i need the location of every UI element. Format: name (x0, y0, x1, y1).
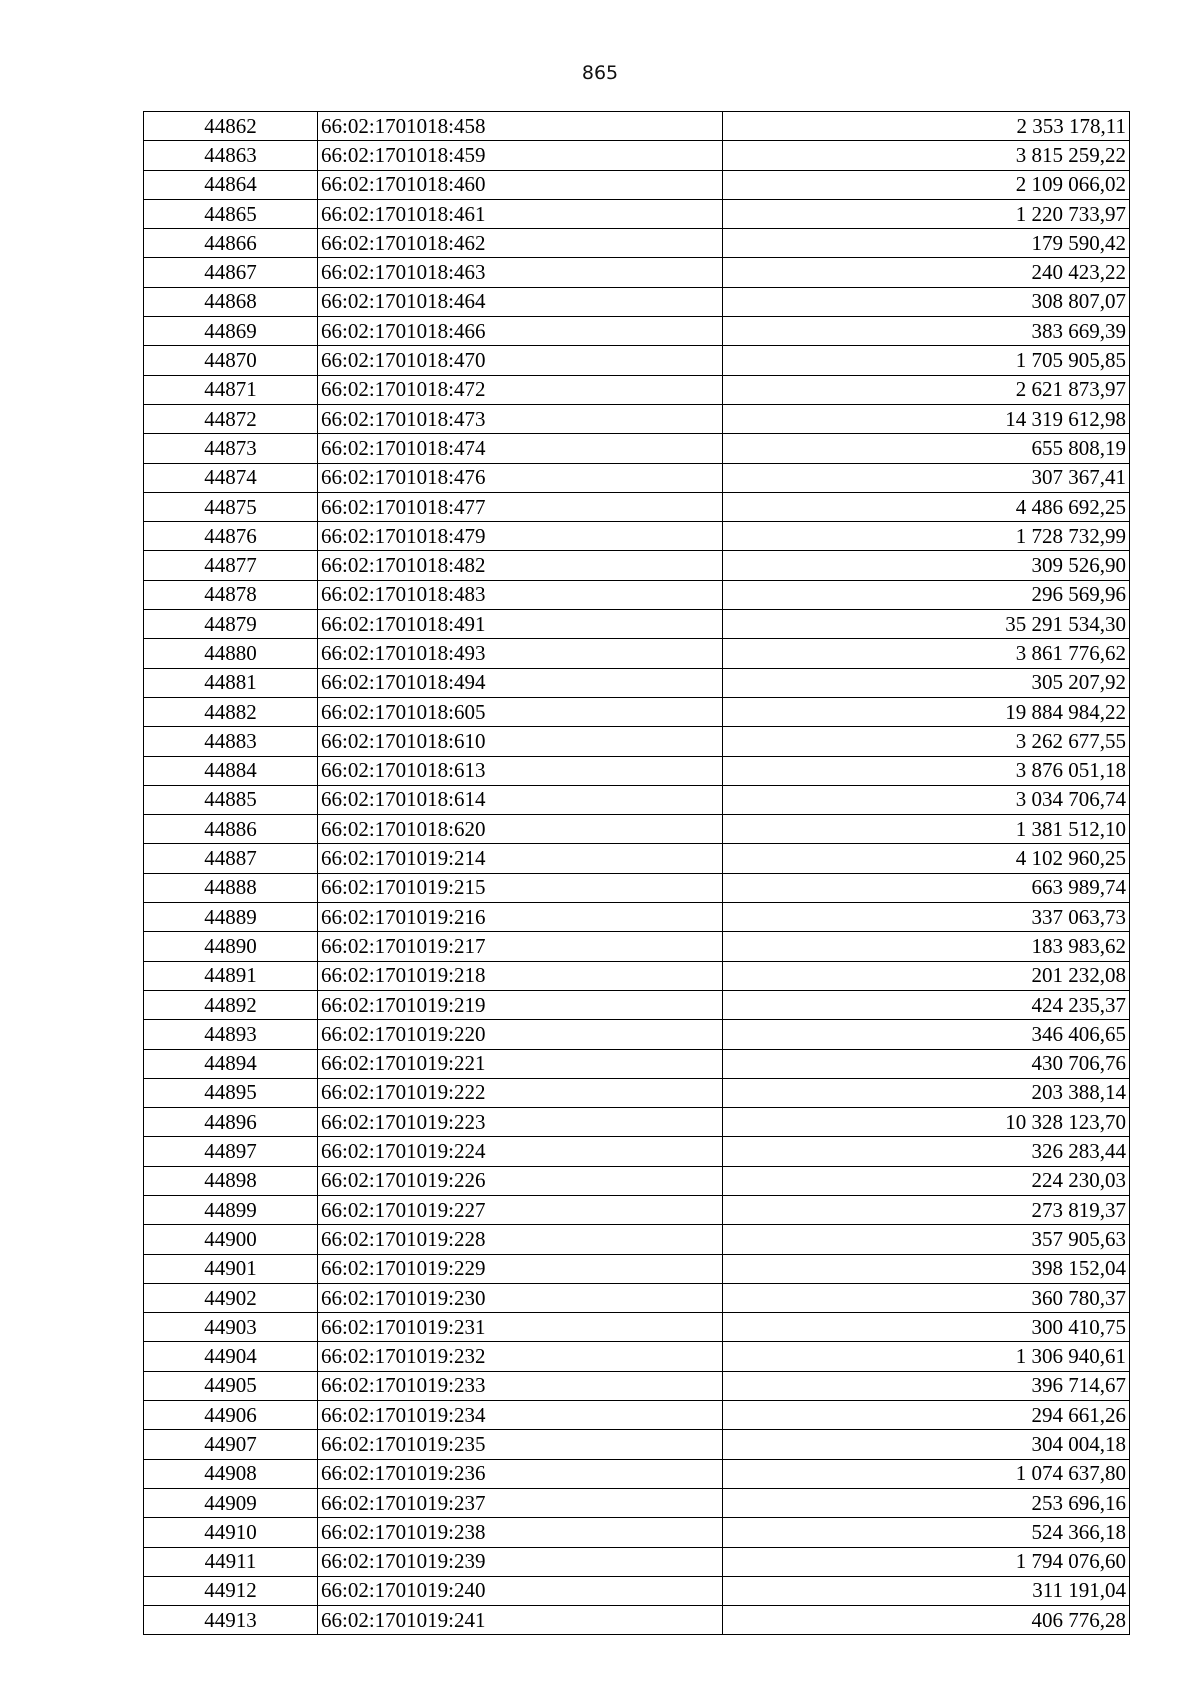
row-number-cell: 44896 (144, 1108, 318, 1137)
cadastral-number-cell: 66:02:1701019:241 (318, 1606, 723, 1635)
cadastral-value-table (143, 111, 1130, 1635)
table-row (144, 1488, 1130, 1517)
cadastral-number-cell: 66:02:1701019:234 (318, 1401, 723, 1430)
cadastral-value-cell: 1 220 733,97 (723, 199, 1130, 228)
cadastral-value-cell: 19 884 984,22 (723, 697, 1130, 726)
row-number-cell: 44906 (144, 1401, 318, 1430)
cadastral-value-cell: 360 780,37 (723, 1283, 1130, 1312)
page-number: 865 (581, 62, 619, 84)
cadastral-number-cell: 66:02:1701019:230 (318, 1283, 723, 1312)
table-row (144, 199, 1130, 228)
cadastral-value-cell: 3 876 051,18 (723, 756, 1130, 785)
cadastral-value-cell: 398 152,04 (723, 1254, 1130, 1283)
cadastral-number-cell: 66:02:1701018:460 (318, 170, 723, 199)
table-row (144, 1254, 1130, 1283)
cadastral-value-cell: 224 230,03 (723, 1166, 1130, 1195)
cadastral-value-cell: 4 102 960,25 (723, 844, 1130, 873)
row-number-cell: 44881 (144, 668, 318, 697)
table-row (144, 551, 1130, 580)
row-number-cell: 44883 (144, 727, 318, 756)
cadastral-value-cell: 4 486 692,25 (723, 492, 1130, 521)
row-number-cell: 44880 (144, 639, 318, 668)
row-number-cell: 44877 (144, 551, 318, 580)
table-row (144, 1195, 1130, 1224)
cadastral-number-cell: 66:02:1701019:216 (318, 903, 723, 932)
cadastral-number-cell: 66:02:1701019:228 (318, 1225, 723, 1254)
cadastral-value-cell: 3 861 776,62 (723, 639, 1130, 668)
row-number-cell: 44879 (144, 610, 318, 639)
cadastral-value-cell: 35 291 534,30 (723, 610, 1130, 639)
row-number-cell: 44908 (144, 1459, 318, 1488)
table-row (144, 873, 1130, 902)
row-number-cell: 44904 (144, 1342, 318, 1371)
cadastral-number-cell: 66:02:1701019:214 (318, 844, 723, 873)
row-number-cell: 44902 (144, 1283, 318, 1312)
cadastral-value-cell: 406 776,28 (723, 1606, 1130, 1635)
row-number-cell: 44894 (144, 1049, 318, 1078)
row-number-cell: 44884 (144, 756, 318, 785)
cadastral-value-cell: 273 819,37 (723, 1195, 1130, 1224)
row-number-cell: 44890 (144, 932, 318, 961)
cadastral-number-cell: 66:02:1701019:222 (318, 1078, 723, 1107)
table-row (144, 903, 1130, 932)
cadastral-value-cell: 300 410,75 (723, 1313, 1130, 1342)
cadastral-value-cell: 655 808,19 (723, 434, 1130, 463)
cadastral-number-cell: 66:02:1701018:459 (318, 141, 723, 170)
cadastral-number-cell: 66:02:1701018:476 (318, 463, 723, 492)
cadastral-value-cell: 1 794 076,60 (723, 1547, 1130, 1576)
cadastral-number-cell: 66:02:1701018:493 (318, 639, 723, 668)
cadastral-number-cell: 66:02:1701018:605 (318, 697, 723, 726)
row-number-cell: 44888 (144, 873, 318, 902)
row-number-cell: 44874 (144, 463, 318, 492)
cadastral-number-cell: 66:02:1701019:217 (318, 932, 723, 961)
table-row (144, 610, 1130, 639)
table-row (144, 375, 1130, 404)
cadastral-number-cell: 66:02:1701018:477 (318, 492, 723, 521)
table-row (144, 1342, 1130, 1371)
cadastral-value-cell: 1 728 732,99 (723, 522, 1130, 551)
table-body (144, 112, 1130, 1635)
cadastral-value-cell: 2 109 066,02 (723, 170, 1130, 199)
table-row (144, 1459, 1130, 1488)
table-row (144, 463, 1130, 492)
cadastral-number-cell: 66:02:1701019:238 (318, 1518, 723, 1547)
row-number-cell: 44875 (144, 492, 318, 521)
cadastral-value-cell: 346 406,65 (723, 1020, 1130, 1049)
table-row (144, 844, 1130, 873)
cadastral-value-cell: 294 661,26 (723, 1401, 1130, 1430)
table-row (144, 1371, 1130, 1400)
row-number-cell: 44893 (144, 1020, 318, 1049)
table-row (144, 346, 1130, 375)
row-number-cell: 44911 (144, 1547, 318, 1576)
row-number-cell: 44891 (144, 961, 318, 990)
cadastral-value-cell: 337 063,73 (723, 903, 1130, 932)
table-row (144, 932, 1130, 961)
row-number-cell: 44871 (144, 375, 318, 404)
row-number-cell: 44862 (144, 112, 318, 141)
cadastral-number-cell: 66:02:1701018:483 (318, 580, 723, 609)
row-number-cell: 44895 (144, 1078, 318, 1107)
cadastral-number-cell: 66:02:1701019:231 (318, 1313, 723, 1342)
cadastral-number-cell: 66:02:1701018:494 (318, 668, 723, 697)
cadastral-number-cell: 66:02:1701018:482 (318, 551, 723, 580)
table-row (144, 1606, 1130, 1635)
cadastral-value-cell: 305 207,92 (723, 668, 1130, 697)
row-number-cell: 44870 (144, 346, 318, 375)
cadastral-number-cell: 66:02:1701018:461 (318, 199, 723, 228)
row-number-cell: 44901 (144, 1254, 318, 1283)
cadastral-value-cell: 357 905,63 (723, 1225, 1130, 1254)
cadastral-value-cell: 383 669,39 (723, 317, 1130, 346)
cadastral-value-cell: 296 569,96 (723, 580, 1130, 609)
cadastral-number-cell: 66:02:1701019:221 (318, 1049, 723, 1078)
table-row (144, 434, 1130, 463)
table-row (144, 229, 1130, 258)
cadastral-value-cell: 430 706,76 (723, 1049, 1130, 1078)
table-row (144, 990, 1130, 1019)
row-number-cell: 44892 (144, 990, 318, 1019)
row-number-cell: 44868 (144, 287, 318, 316)
table-row (144, 170, 1130, 199)
cadastral-number-cell: 66:02:1701019:226 (318, 1166, 723, 1195)
table-row (144, 1078, 1130, 1107)
cadastral-value-cell: 10 328 123,70 (723, 1108, 1130, 1137)
cadastral-value-cell: 3 262 677,55 (723, 727, 1130, 756)
row-number-cell: 44869 (144, 317, 318, 346)
table-row (144, 1518, 1130, 1547)
cadastral-value-cell: 1 381 512,10 (723, 815, 1130, 844)
table-row (144, 1020, 1130, 1049)
row-number-cell: 44897 (144, 1137, 318, 1166)
row-number-cell: 44907 (144, 1430, 318, 1459)
cadastral-number-cell: 66:02:1701018:614 (318, 785, 723, 814)
table-row (144, 112, 1130, 141)
row-number-cell: 44887 (144, 844, 318, 873)
table-row (144, 1430, 1130, 1459)
table-row (144, 258, 1130, 287)
row-number-cell: 44886 (144, 815, 318, 844)
table-row (144, 668, 1130, 697)
table-row (144, 141, 1130, 170)
cadastral-number-cell: 66:02:1701019:240 (318, 1576, 723, 1605)
row-number-cell: 44872 (144, 404, 318, 433)
cadastral-value-cell: 14 319 612,98 (723, 404, 1130, 433)
table-row (144, 1108, 1130, 1137)
cadastral-number-cell: 66:02:1701019:239 (318, 1547, 723, 1576)
cadastral-value-cell: 3 815 259,22 (723, 141, 1130, 170)
cadastral-number-cell: 66:02:1701019:233 (318, 1371, 723, 1400)
cadastral-value-cell: 179 590,42 (723, 229, 1130, 258)
cadastral-number-cell: 66:02:1701018:463 (318, 258, 723, 287)
cadastral-value-cell: 308 807,07 (723, 287, 1130, 316)
row-number-cell: 44909 (144, 1488, 318, 1517)
cadastral-value-cell: 253 696,16 (723, 1488, 1130, 1517)
cadastral-number-cell: 66:02:1701018:458 (318, 112, 723, 141)
table-row (144, 492, 1130, 521)
cadastral-value-cell: 524 366,18 (723, 1518, 1130, 1547)
table-row (144, 287, 1130, 316)
table-row (144, 580, 1130, 609)
table-row (144, 1137, 1130, 1166)
table-row (144, 961, 1130, 990)
cadastral-number-cell: 66:02:1701019:220 (318, 1020, 723, 1049)
cadastral-value-cell: 201 232,08 (723, 961, 1130, 990)
row-number-cell: 44910 (144, 1518, 318, 1547)
row-number-cell: 44867 (144, 258, 318, 287)
cadastral-value-cell: 663 989,74 (723, 873, 1130, 902)
row-number-cell: 44912 (144, 1576, 318, 1605)
cadastral-value-cell: 311 191,04 (723, 1576, 1130, 1605)
table-row (144, 522, 1130, 551)
cadastral-value-cell: 396 714,67 (723, 1371, 1130, 1400)
table-row (144, 697, 1130, 726)
cadastral-number-cell: 66:02:1701019:232 (318, 1342, 723, 1371)
cadastral-value-cell: 240 423,22 (723, 258, 1130, 287)
cadastral-number-cell: 66:02:1701018:474 (318, 434, 723, 463)
table-row (144, 1313, 1130, 1342)
cadastral-value-cell: 424 235,37 (723, 990, 1130, 1019)
row-number-cell: 44903 (144, 1313, 318, 1342)
row-number-cell: 44878 (144, 580, 318, 609)
cadastral-number-cell: 66:02:1701018:610 (318, 727, 723, 756)
cadastral-number-cell: 66:02:1701018:479 (318, 522, 723, 551)
cadastral-value-cell: 307 367,41 (723, 463, 1130, 492)
cadastral-value-cell: 3 034 706,74 (723, 785, 1130, 814)
table-row (144, 317, 1130, 346)
cadastral-number-cell: 66:02:1701019:236 (318, 1459, 723, 1488)
table-row (144, 1049, 1130, 1078)
row-number-cell: 44864 (144, 170, 318, 199)
row-number-cell: 44873 (144, 434, 318, 463)
cadastral-number-cell: 66:02:1701018:620 (318, 815, 723, 844)
cadastral-number-cell: 66:02:1701019:223 (318, 1108, 723, 1137)
cadastral-value-cell: 183 983,62 (723, 932, 1130, 961)
row-number-cell: 44876 (144, 522, 318, 551)
table-row (144, 404, 1130, 433)
cadastral-number-cell: 66:02:1701018:472 (318, 375, 723, 404)
cadastral-value-cell: 2 621 873,97 (723, 375, 1130, 404)
cadastral-number-cell: 66:02:1701018:462 (318, 229, 723, 258)
cadastral-number-cell: 66:02:1701018:470 (318, 346, 723, 375)
cadastral-number-cell: 66:02:1701019:218 (318, 961, 723, 990)
cadastral-value-cell: 304 004,18 (723, 1430, 1130, 1459)
cadastral-number-cell: 66:02:1701019:227 (318, 1195, 723, 1224)
row-number-cell: 44882 (144, 697, 318, 726)
table-row (144, 727, 1130, 756)
cadastral-number-cell: 66:02:1701018:491 (318, 610, 723, 639)
table-row (144, 1576, 1130, 1605)
cadastral-number-cell: 66:02:1701018:613 (318, 756, 723, 785)
cadastral-number-cell: 66:02:1701018:464 (318, 287, 723, 316)
row-number-cell: 44913 (144, 1606, 318, 1635)
cadastral-number-cell: 66:02:1701019:229 (318, 1254, 723, 1283)
row-number-cell: 44899 (144, 1195, 318, 1224)
table-row (144, 1166, 1130, 1195)
table-row (144, 1547, 1130, 1576)
cadastral-number-cell: 66:02:1701019:237 (318, 1488, 723, 1517)
table-row (144, 815, 1130, 844)
row-number-cell: 44905 (144, 1371, 318, 1400)
row-number-cell: 44885 (144, 785, 318, 814)
row-number-cell: 44898 (144, 1166, 318, 1195)
table-row (144, 785, 1130, 814)
cadastral-number-cell: 66:02:1701019:215 (318, 873, 723, 902)
row-number-cell: 44900 (144, 1225, 318, 1254)
cadastral-number-cell: 66:02:1701018:473 (318, 404, 723, 433)
cadastral-value-cell: 1 705 905,85 (723, 346, 1130, 375)
cadastral-value-cell: 2 353 178,11 (723, 112, 1130, 141)
row-number-cell: 44863 (144, 141, 318, 170)
cadastral-number-cell: 66:02:1701018:466 (318, 317, 723, 346)
row-number-cell: 44866 (144, 229, 318, 258)
table-row (144, 1225, 1130, 1254)
table-row (144, 1283, 1130, 1312)
cadastral-value-cell: 309 526,90 (723, 551, 1130, 580)
cadastral-value-cell: 1 306 940,61 (723, 1342, 1130, 1371)
table-row (144, 756, 1130, 785)
row-number-cell: 44865 (144, 199, 318, 228)
cadastral-value-cell: 203 388,14 (723, 1078, 1130, 1107)
table-row (144, 639, 1130, 668)
cadastral-value-cell: 1 074 637,80 (723, 1459, 1130, 1488)
cadastral-number-cell: 66:02:1701019:219 (318, 990, 723, 1019)
cadastral-value-cell: 326 283,44 (723, 1137, 1130, 1166)
table-row (144, 1401, 1130, 1430)
row-number-cell: 44889 (144, 903, 318, 932)
cadastral-number-cell: 66:02:1701019:235 (318, 1430, 723, 1459)
cadastral-number-cell: 66:02:1701019:224 (318, 1137, 723, 1166)
